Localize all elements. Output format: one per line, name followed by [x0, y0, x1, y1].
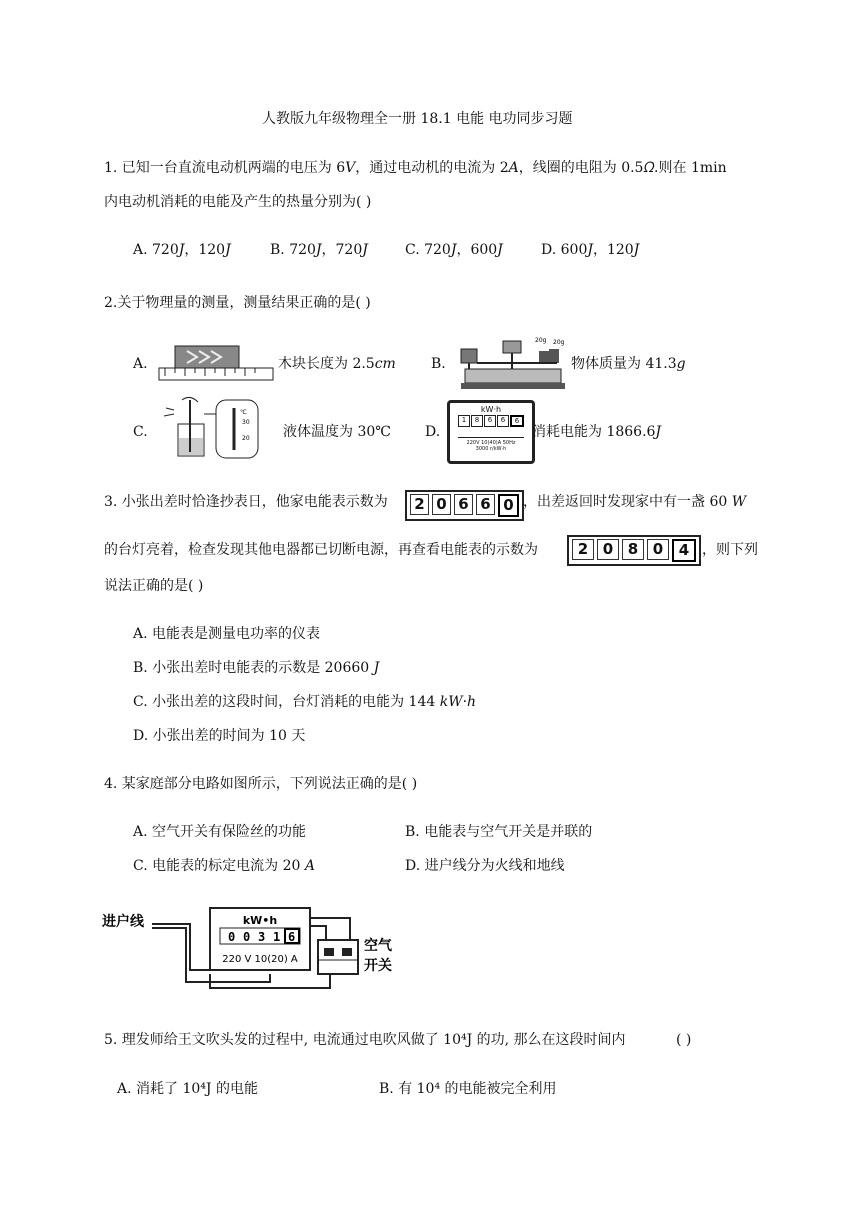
reading-digit: 6: [476, 494, 495, 515]
incoming-line-label: 进户线: [102, 914, 144, 930]
question-2-option-d-letter[interactable]: D.: [425, 424, 441, 440]
question-4-stem: 4. 某家庭部分电路如图所示，下列说法正确的是( ): [104, 776, 418, 792]
circuit-meter-unit: kW•h: [242, 914, 278, 927]
energy-meter-figure: [447, 400, 535, 464]
meter-digit: 1: [458, 415, 470, 427]
reading-digit: 8: [622, 539, 644, 560]
thermo-tick: 30: [242, 419, 250, 426]
thermo-unit: ℃: [240, 409, 247, 416]
meter-digit: 6: [497, 415, 509, 427]
thermo-tick: 20: [242, 435, 250, 442]
meter-unit: kW·h: [480, 405, 502, 414]
question-5-stem: 5. 理发师给王文吹头发的过程中, 电流通过电吹风做了 10⁴J 的功, 那么在这段时间内: [104, 1032, 626, 1048]
question-2-option-a-text: 木块长度为 2.5𝑐𝑚: [278, 356, 396, 372]
question-3-segment-1: 3. 小张出差时恰逢抄表日，他家电能表示数为: [104, 494, 388, 510]
question-2-option-c-text: 液体温度为 30℃: [283, 424, 391, 440]
question-1-option-a[interactable]: A. 720𝐽，120𝐽: [133, 242, 231, 258]
question-3-segment-3: 的台灯亮着，检查发现其他电器都已切断电源，再查看电能表的示数为: [104, 542, 538, 558]
question-4-option-b[interactable]: B. 电能表与空气开关是并联的: [405, 824, 593, 840]
thermometer-figure: [160, 394, 280, 460]
reading-digit: 2: [410, 494, 429, 515]
meter-digit: 6: [510, 415, 524, 427]
question-1-line-1: 1. 已知一台直流电动机两端的电压为 6𝑉，通过电动机的电流为 2𝐴，线圈的电阻为 0.5𝛺.则在 1min: [104, 160, 727, 176]
question-2-stem: 2.关于物理量的测量，测量结果正确的是( ): [104, 295, 371, 311]
question-4-option-d[interactable]: D. 进户线分为火线和地线: [405, 858, 565, 874]
circuit-meter-digit: 6: [288, 930, 296, 944]
circuit-meter-spec: 220 V 10(20) A: [222, 954, 298, 965]
weight-label: 20g: [535, 337, 547, 344]
meter-spec: 220V 10(40)A 50Hz: [466, 440, 516, 446]
question-3-option-d[interactable]: D. 小张出差的时间为 10 天: [133, 728, 306, 744]
circuit-meter-digit: 0: [243, 930, 251, 944]
question-2-option-d-text: 消耗电能为 1866.6𝐽: [532, 424, 662, 440]
circuit-meter-digit: 1: [273, 930, 281, 944]
question-2-option-a-letter[interactable]: A.: [133, 356, 148, 372]
reading-digit: 0: [647, 539, 669, 560]
meter-reading-start: [405, 490, 524, 521]
page-title: 人教版九年级物理全一册 18.1 电能 电功同步习题: [262, 111, 573, 127]
question-3-option-c[interactable]: C. 小张出差的这段时间，台灯消耗的电能为 144 𝑘𝑊·ℎ: [133, 694, 477, 710]
question-3-segment-5: 说法正确的是( ): [104, 578, 204, 594]
household-circuit-figure: [100, 904, 400, 1004]
reading-digit: 2: [572, 539, 594, 560]
reading-digit: 0: [432, 494, 451, 515]
question-2-option-b-letter[interactable]: B.: [431, 356, 446, 372]
question-4-option-a[interactable]: A. 空气开关有保险丝的功能: [133, 824, 307, 840]
question-3-segment-2: ，出差返回时发现家中有一盏 60 𝑊: [523, 494, 747, 510]
question-3-option-b[interactable]: B. 小张出差时电能表的示数是 20660 𝐽: [133, 660, 380, 676]
reading-digit: 4: [672, 539, 696, 562]
air-switch-label: 空气: [364, 938, 392, 954]
reading-digit: 0: [498, 494, 519, 517]
question-1-option-d[interactable]: D. 600𝐽，120𝐽: [541, 242, 640, 258]
question-1-option-c[interactable]: C. 720𝐽，600𝐽: [405, 242, 503, 258]
question-2-option-c-letter[interactable]: C.: [133, 424, 148, 440]
question-1-line-2: 内电动机消耗的电能及产生的热量分别为( ): [104, 194, 372, 210]
question-3-option-a[interactable]: A. 电能表是测量电功率的仪表: [133, 626, 321, 642]
air-switch-label: 开关: [364, 958, 392, 974]
meter-digit: 6: [484, 415, 496, 427]
question-3-segment-4: ，则下列: [702, 542, 758, 558]
meter-digit: 8: [471, 415, 483, 427]
circuit-meter-digit: 0: [228, 930, 236, 944]
question-1-option-b[interactable]: B. 720𝐽，720𝐽: [270, 242, 368, 258]
question-2-option-b-text: 物体质量为 41.3𝑔: [571, 356, 686, 372]
meter-reading-end: [567, 535, 701, 566]
question-5-answer-bracket: ( ): [676, 1032, 692, 1048]
ruler-figure: [157, 342, 275, 382]
question-4-option-c[interactable]: C. 电能表的标定电流为 20 𝐴: [133, 858, 315, 874]
meter-constant: 3000 r/kW·h: [475, 446, 507, 452]
question-5-option-a[interactable]: A. 消耗了 10⁴J 的电能: [117, 1081, 258, 1097]
balance-scale-figure: [457, 333, 569, 391]
weight-label: 20g: [553, 339, 565, 346]
question-5-option-b[interactable]: B. 有 10⁴ 的电能被完全利用: [379, 1081, 557, 1097]
reading-digit: 0: [597, 539, 619, 560]
circuit-meter-digit: 3: [258, 930, 266, 944]
reading-digit: 6: [454, 494, 473, 515]
